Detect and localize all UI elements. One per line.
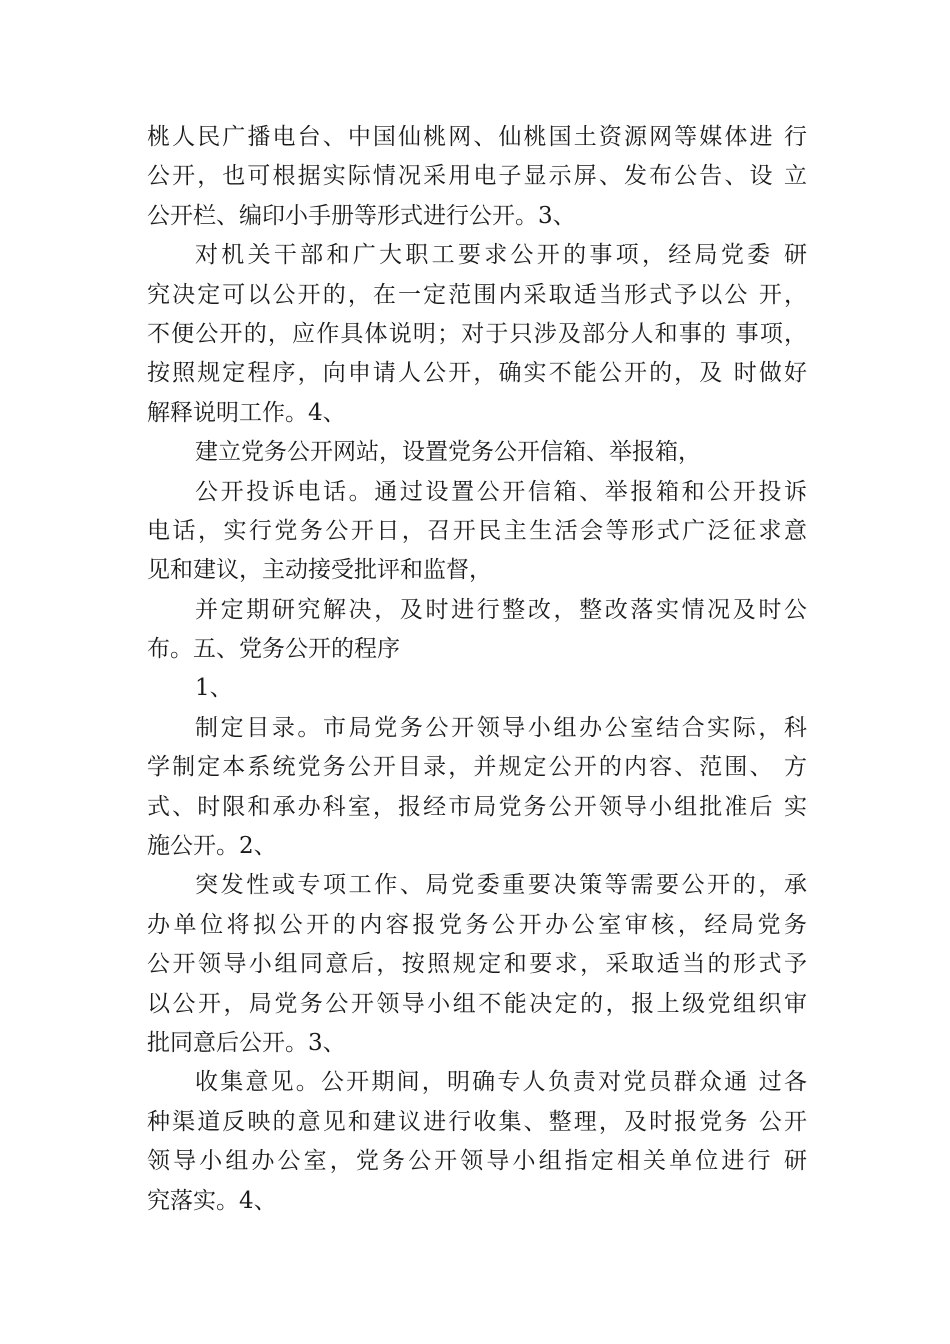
text-line: 建立党务公开网站，设置党务公开信箱、举报箱， xyxy=(195,439,701,466)
text-line: 收集意见。公开期间，明确专人负责对党员群众通 过各 xyxy=(195,1069,807,1096)
text-line: 究落实。4、 xyxy=(147,1187,277,1214)
text-line: 见和建议，主动接受批评和监督， xyxy=(147,557,492,584)
text-line: 批同意后公开。3、 xyxy=(147,1029,346,1056)
text-line: 种渠道反映的意见和建议进行收集、整理，及时报党务 公开 xyxy=(147,1108,807,1135)
text-line: 公开领导小组同意后，按照规定和要求，采取适当的形式予 xyxy=(147,951,807,978)
text-line: 不便公开的，应作具体说明；对于只涉及部分人和事的 事项， xyxy=(147,320,807,347)
text-line: 究决定可以公开的，在一定范围内采取适当形式予以公 开， xyxy=(147,281,807,308)
text-line: 桃人民广播电台、中国仙桃网、仙桃国土资源网等媒体进 行 xyxy=(147,124,807,150)
document-body xyxy=(147,118,807,1221)
text-line: 以公开，局党务公开领导小组不能决定的，报上级党组织审 xyxy=(147,990,807,1017)
text-line: 按照规定程序，向申请人公开，确实不能公开的，及 时做好 xyxy=(147,360,807,387)
text-line: 领导小组办公室，党务公开领导小组指定相关单位进行 研 xyxy=(147,1148,807,1175)
text-line: 公开投诉电话。通过设置公开信箱、举报箱和公开投诉 xyxy=(195,478,807,505)
text-line: 学制定本系统党务公开目录，并规定公开的内容、范围、 方 xyxy=(147,754,807,781)
text-line: 办单位将拟公开的内容报党务公开办公室审核，经局党务 xyxy=(147,911,807,938)
text-line: 突发性或专项工作、局党委重要决策等需要公开的，承 xyxy=(195,872,807,899)
text-line: 解释说明工作。4、 xyxy=(147,399,346,426)
text-line: 对机关干部和广大职工要求公开的事项，经局党委 研 xyxy=(195,242,807,269)
text-line: 并定期研究解决，及时进行整改，整改落实情况及时公 xyxy=(195,596,807,623)
text-line: 制定目录。市局党务公开领导小组办公室结合实际，科 xyxy=(195,714,807,741)
text-line: 公开栏、编印小手册等形式进行公开。3、 xyxy=(147,202,576,229)
text-line: 公开，也可根据实际情况采用电子显示屏、发布公告、设 立 xyxy=(147,163,807,190)
text-line: 1、 xyxy=(195,675,233,702)
text-line: 电话，实行党务公开日，召开民主生活会等形式广泛征求意 xyxy=(147,517,807,544)
text-line: 布。五、党务公开的程序 xyxy=(147,636,400,663)
text-line: 式、时限和承办科室，报经市局党务公开领导小组批准后 实 xyxy=(147,793,807,820)
text-line: 施公开。2、 xyxy=(147,833,277,860)
